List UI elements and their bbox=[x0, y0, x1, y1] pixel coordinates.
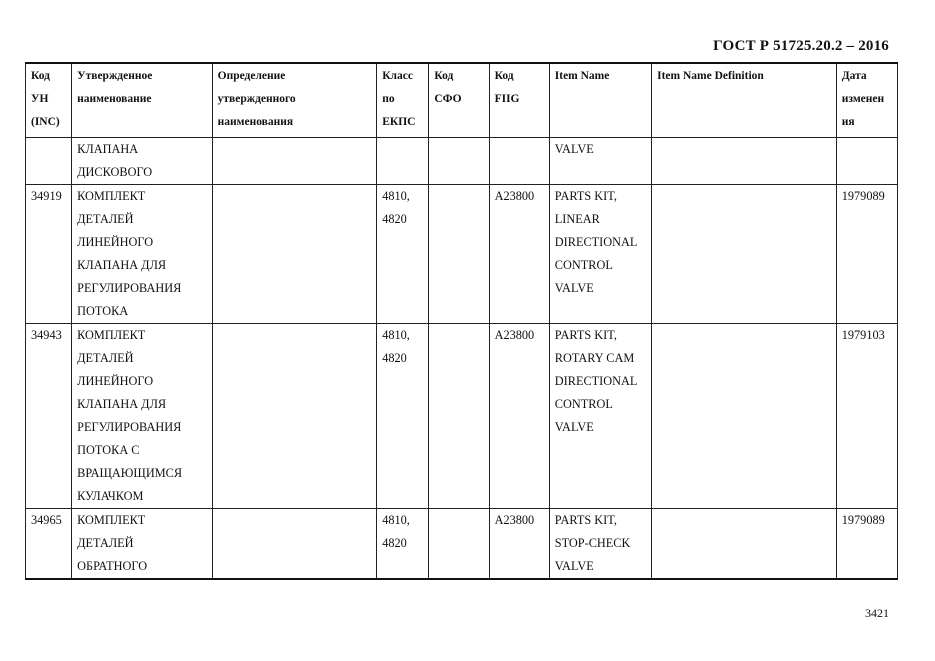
cell-item-name: PARTS KIT, ROTARY CAM DIRECTIONAL CONTROL VALVE bbox=[549, 324, 651, 509]
cell-fiig: A23800 bbox=[489, 509, 549, 580]
cell-sfo bbox=[429, 185, 489, 324]
cell-inc: 34943 bbox=[26, 324, 72, 509]
cell-class bbox=[377, 138, 429, 185]
cell-class: 4810, 4820 bbox=[377, 185, 429, 324]
column-header-sfo: Код СФО bbox=[429, 63, 489, 138]
table-row bbox=[26, 324, 898, 509]
cell-item-name: VALVE bbox=[549, 138, 651, 185]
nomenclature-table bbox=[25, 62, 898, 580]
column-header-inc: Код УН (INC) bbox=[26, 63, 72, 138]
page-number: 3421 bbox=[865, 606, 889, 620]
cell-approved-name: КОМПЛЕКТ ДЕТАЛЕЙ ЛИНЕЙНОГО КЛАПАНА ДЛЯ РЕГУЛИРОВАНИЯ ПОТОКА bbox=[72, 185, 212, 324]
column-header-approved-name: Утвержденное наименование bbox=[72, 63, 212, 138]
cell-item-name: PARTS KIT, STOP-CHECK VALVE bbox=[549, 509, 651, 580]
column-header-item-name-definition: Item Name Definition bbox=[652, 63, 837, 138]
cell-change-date: 1979103 bbox=[836, 324, 897, 509]
cell-change-date bbox=[836, 138, 897, 185]
cell-item-name-definition bbox=[652, 138, 837, 185]
cell-item-name-definition bbox=[652, 509, 837, 580]
cell-definition bbox=[212, 324, 377, 509]
cell-fiig bbox=[489, 138, 549, 185]
column-header-class: Класс по ЕКПС bbox=[377, 63, 429, 138]
table-header-row bbox=[26, 63, 898, 138]
cell-inc: 34919 bbox=[26, 185, 72, 324]
cell-change-date: 1979089 bbox=[836, 509, 897, 580]
cell-inc: 34965 bbox=[26, 509, 72, 580]
column-header-change-date: Дата изменен ия bbox=[836, 63, 897, 138]
document-title: ГОСТ Р 51725.20.2 – 2016 bbox=[713, 38, 889, 54]
cell-sfo bbox=[429, 324, 489, 509]
cell-item-name-definition bbox=[652, 185, 837, 324]
cell-item-name: PARTS KIT, LINEAR DIRECTIONAL CONTROL VALVE bbox=[549, 185, 651, 324]
cell-class: 4810, 4820 bbox=[377, 324, 429, 509]
table-row bbox=[26, 185, 898, 324]
cell-definition bbox=[212, 509, 377, 580]
column-header-item-name: Item Name bbox=[549, 63, 651, 138]
cell-definition bbox=[212, 185, 377, 324]
cell-sfo bbox=[429, 509, 489, 580]
cell-approved-name: КОМПЛЕКТ ДЕТАЛЕЙ ОБРАТНОГО bbox=[72, 509, 212, 580]
cell-sfo bbox=[429, 138, 489, 185]
cell-class: 4810, 4820 bbox=[377, 509, 429, 580]
cell-fiig: A23800 bbox=[489, 185, 549, 324]
cell-definition bbox=[212, 138, 377, 185]
cell-approved-name: КЛАПАНА ДИСКОВОГО bbox=[72, 138, 212, 185]
cell-fiig: A23800 bbox=[489, 324, 549, 509]
cell-change-date: 1979089 bbox=[836, 185, 897, 324]
cell-approved-name: КОМПЛЕКТ ДЕТАЛЕЙ ЛИНЕЙНОГО КЛАПАНА ДЛЯ РЕГУЛИРОВАНИЯ ПОТОКА С ВРАЩАЮЩИМСЯ КУЛАЧКОМ bbox=[72, 324, 212, 509]
cell-item-name-definition bbox=[652, 324, 837, 509]
column-header-fiig: Код FIIG bbox=[489, 63, 549, 138]
table-row bbox=[26, 509, 898, 580]
column-header-definition: Определение утвержденного наименования bbox=[212, 63, 377, 138]
table-row bbox=[26, 138, 898, 185]
cell-inc bbox=[26, 138, 72, 185]
